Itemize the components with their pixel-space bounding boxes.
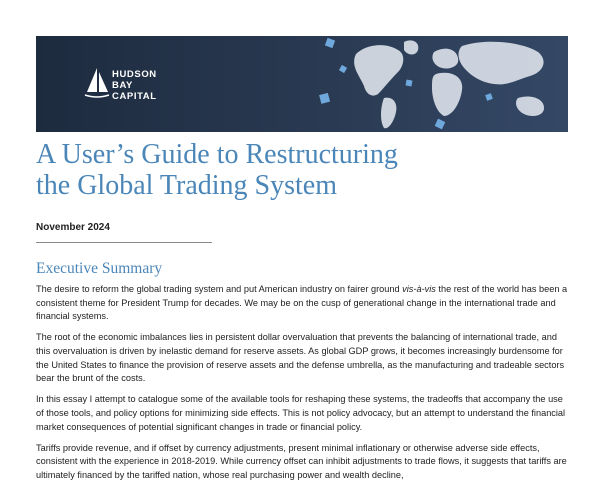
logo-line-3: CAPITAL [112,91,157,102]
section-heading-executive-summary: Executive Summary [36,260,163,277]
paragraph-1 [36,283,570,324]
logo-line-2: BAY [112,80,133,91]
header-banner [36,36,568,132]
company-logo [84,66,204,106]
logo-line-1: HUDSON [112,69,157,80]
divider [36,242,212,243]
paragraph-1-italic: vis-à-vis [402,284,436,294]
executive-summary-body [36,283,570,490]
paragraph-4: Tariffs provide revenue, and if offset by currency adjustments, present minimal inflationary or otherwise adverse side effects, consistent with the experience in 2018-2019. While currency offset can inhibit adjustments to trade flows, it suggests that tariffs are ultimately financed by the tariffed nation, whose real purchasing power and wealth decline, [36,442,567,480]
paragraph-3: In this essay I attempt to catalogue some of the available tools for reshaping these systems, the tradeoffs that accompany the use of those tools, and policy options for minimizing side effects. This is not policy advocacy, but an attempt to understand the financial market consequences of potential significant changes in trade or financial policy. [36,394,566,432]
puzzle-world-map-icon [286,36,568,132]
title-line-2: the Global Trading System [36,170,338,201]
paragraph-1-text-b: the rest of the world has been a consistent theme for President Trump for decades. We may be on the cusp of generational change in the international trade and financial systems. [36,284,568,322]
paragraph-1-text-a: The desire to reform the global trading system and put American industry on fairer ground [36,284,403,294]
document-title [36,139,566,201]
logo-wordmark [112,69,157,102]
sailboat-icon [84,66,110,100]
paragraph-2: The root of the economic imbalances lies in persistent dollar overvaluation that prevents the balancing of international trade, and this overvaluation is driven by inelastic demand for reserve assets. As global GDP grows, it becomes increasingly burdensome for the United States to finance the provision of reserve assets and the defense umbrella, as the manufacturing and tradeable sectors bear the brunt of the costs. [36,332,565,384]
publication-date: November 2024 [36,222,110,233]
title-line-1: A User’s Guide to Restructuring [36,139,398,170]
